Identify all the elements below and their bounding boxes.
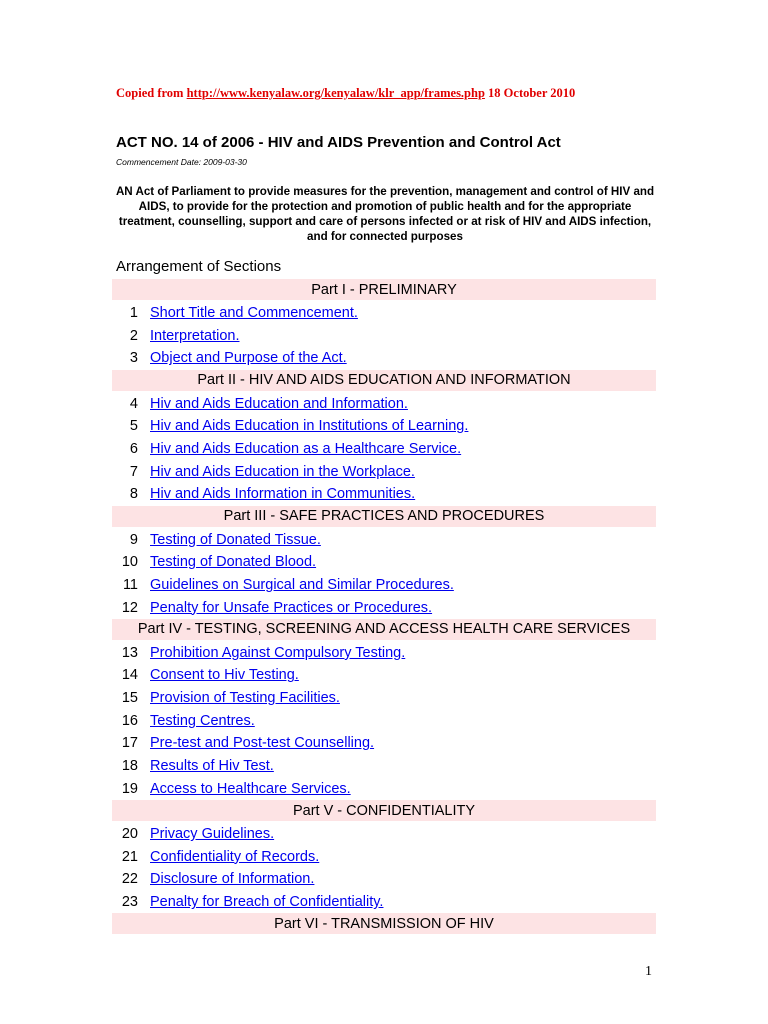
section-number: 15 [121, 690, 138, 707]
section-number: 19 [121, 780, 138, 797]
section-number: 3 [129, 350, 138, 367]
section-row [112, 891, 656, 914]
section-number: 5 [129, 418, 138, 435]
section-link[interactable]: Privacy Guidelines. [150, 826, 275, 843]
section-link[interactable]: Prohibition Against Compulsory Testing. [150, 644, 406, 661]
section-row [112, 596, 656, 619]
section-row [112, 574, 656, 597]
section-row [112, 845, 656, 868]
section-row [112, 755, 656, 778]
act-title: ACT NO. 14 of 2006 - HIV and AIDS Prevention and Control Act [116, 134, 561, 151]
section-link[interactable]: Provision of Testing Facilities. [150, 690, 340, 707]
section-link[interactable]: Penalty for Unsafe Practices or Procedures. [150, 599, 433, 616]
section-number: 18 [121, 758, 138, 775]
section-row [112, 392, 656, 415]
part-heading: Part I - PRELIMINARY [112, 279, 656, 300]
section-link[interactable]: Testing of Donated Tissue. [150, 531, 321, 548]
section-number: 14 [121, 667, 138, 684]
copied-from-notice [116, 86, 575, 101]
section-link[interactable]: Confidentiality of Records. [150, 848, 320, 865]
copied-date: 18 October 2010 [488, 86, 576, 100]
section-number: 16 [121, 712, 138, 729]
section-number: 13 [121, 644, 138, 661]
section-number: 20 [121, 826, 138, 843]
section-row [112, 302, 656, 325]
part-heading: Part IV - TESTING, SCREENING AND ACCESS HEALTH CARE SERVICES [112, 619, 656, 640]
section-link[interactable]: Testing of Donated Blood. [150, 554, 317, 571]
section-link[interactable]: Hiv and Aids Education in Institutions of Learning. [150, 418, 469, 435]
section-row [112, 642, 656, 665]
section-number: 6 [129, 440, 138, 457]
section-link[interactable]: Interpretation. [150, 327, 240, 344]
section-link[interactable]: Pre-test and Post-test Counselling. [150, 735, 375, 752]
part-heading: Part V - CONFIDENTIALITY [112, 800, 656, 821]
section-row [112, 347, 656, 370]
source-url-link[interactable]: http://www.kenyalaw.org/kenyalaw/klr_app/frames.php [186, 86, 485, 100]
section-link[interactable]: Consent to Hiv Testing. [150, 667, 299, 684]
section-link[interactable]: Hiv and Aids Education as a Healthcare Service. [150, 440, 462, 457]
section-row [112, 823, 656, 846]
section-number: 11 [122, 576, 138, 593]
section-link[interactable]: Guidelines on Surgical and Similar Procedures. [150, 576, 454, 593]
section-number: 9 [129, 531, 138, 548]
sections-table [112, 279, 656, 936]
section-link[interactable]: Penalty for Breach of Confidentiality. [150, 894, 384, 911]
part-heading: Part II - HIV AND AIDS EDUCATION AND INFORMATION [112, 370, 656, 391]
section-row [112, 664, 656, 687]
act-preamble: AN Act of Parliament to provide measures for the prevention, management and control of HIV and AIDS, to provide for the protection and promotion of public health and for the appropriate treatment, counselling, support and care of persons infected or at risk of HIV and AIDS infection, and for connected purposes [115, 185, 655, 243]
section-number: 8 [129, 486, 138, 503]
commencement-date: Commencement Date: 2009-03-30 [116, 157, 247, 167]
section-row [112, 415, 656, 438]
section-link[interactable]: Testing Centres. [150, 712, 255, 729]
page-number: 1 [645, 964, 652, 979]
section-row [112, 732, 656, 755]
section-row [112, 324, 656, 347]
copied-from-label: Copied from [116, 86, 184, 100]
section-row [112, 551, 656, 574]
section-number: 4 [129, 395, 138, 412]
section-number: 23 [121, 894, 138, 911]
section-number: 17 [121, 735, 138, 752]
part-heading: Part III - SAFE PRACTICES AND PROCEDURES [112, 506, 656, 527]
section-link[interactable]: Access to Healthcare Services. [150, 780, 351, 797]
section-number: 22 [121, 871, 138, 888]
section-row [112, 438, 656, 461]
section-row [112, 868, 656, 891]
section-number: 12 [121, 599, 138, 616]
section-row [112, 483, 656, 506]
section-number: 21 [121, 848, 138, 865]
section-link[interactable]: Hiv and Aids Information in Communities. [150, 486, 416, 503]
section-number: 10 [121, 554, 138, 571]
section-number: 1 [129, 304, 138, 321]
section-link[interactable]: Short Title and Commencement. [150, 304, 358, 321]
part-heading: Part VI - TRANSMISSION OF HIV [112, 913, 656, 934]
section-row [112, 777, 656, 800]
section-row [112, 687, 656, 710]
section-number: 2 [129, 327, 138, 344]
arrangement-heading: Arrangement of Sections [116, 258, 282, 275]
section-link[interactable]: Hiv and Aids Education in the Workplace. [150, 463, 415, 480]
section-link[interactable]: Object and Purpose of the Act. [150, 350, 347, 367]
section-number: 7 [129, 463, 138, 480]
section-link[interactable]: Results of Hiv Test. [150, 758, 274, 775]
section-row [112, 709, 656, 732]
section-link[interactable]: Disclosure of Information. [150, 871, 315, 888]
section-row [112, 460, 656, 483]
section-link[interactable]: Hiv and Aids Education and Information. [150, 395, 408, 412]
section-row [112, 528, 656, 551]
